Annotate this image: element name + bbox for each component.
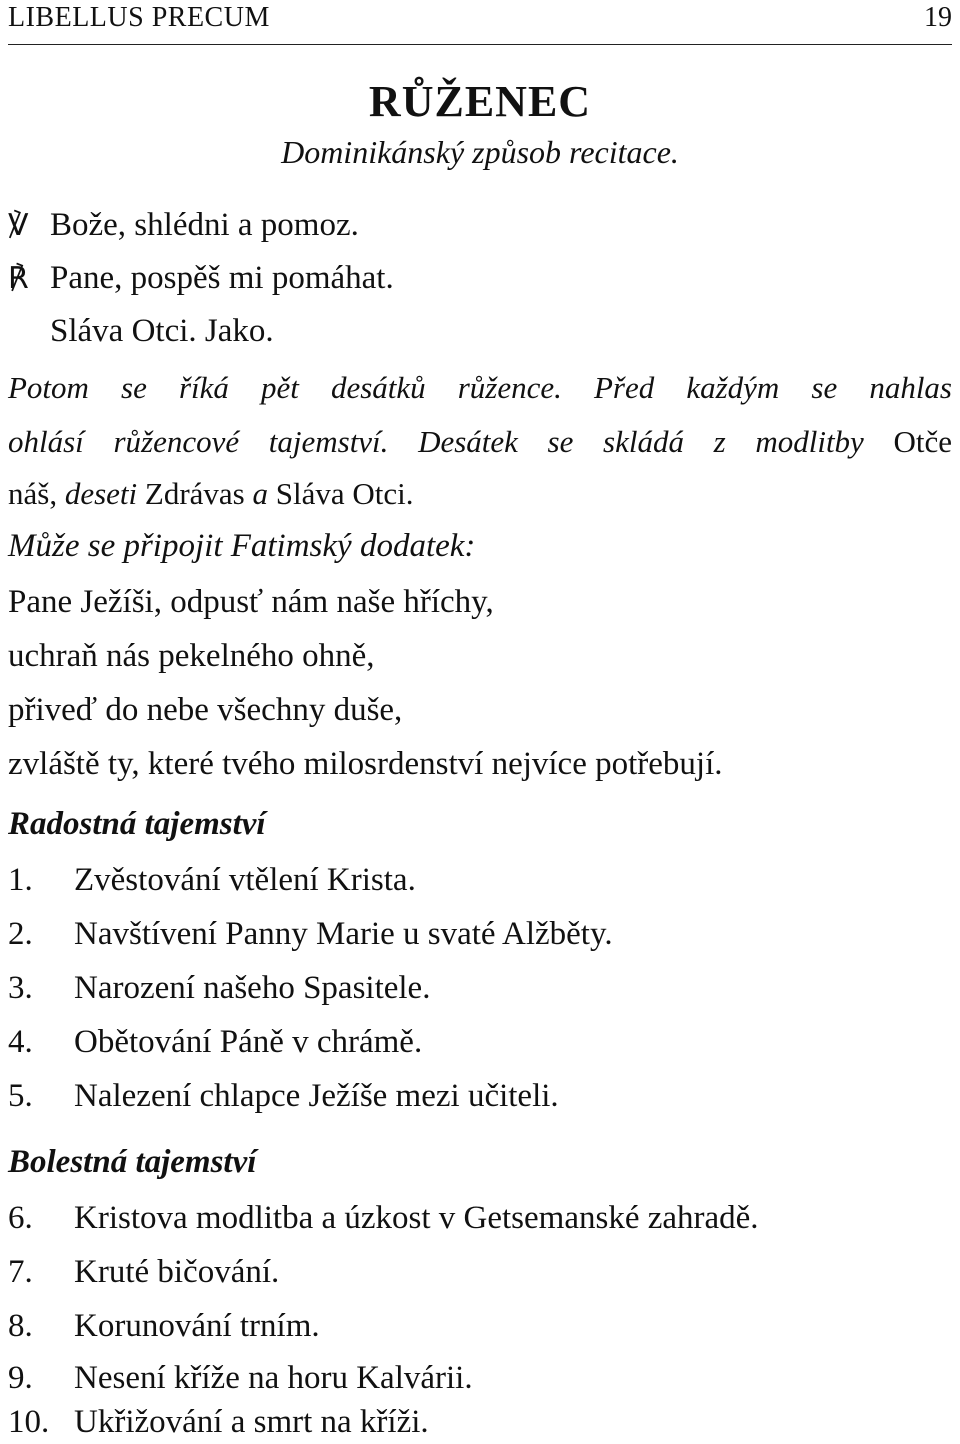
rubric-roman-text: Sláva Otci. (275, 476, 414, 511)
mystery-number: 9. (8, 1360, 33, 1396)
mystery-item (8, 1400, 429, 1444)
mystery-text: Nesení kříže na horu Kalvárii. (74, 1360, 473, 1396)
rubric-text: Potom se říká pět desátků růžence. Před každým se nahlas (8, 370, 952, 405)
mystery-number: 8. (8, 1308, 33, 1344)
versicle-line (8, 205, 359, 246)
fatima-prayer-line: zvláště ty, které tvého milosrdenství nejvíce potřebují. (8, 746, 723, 782)
response-symbol: ℟ (8, 262, 29, 295)
mystery-item (8, 966, 430, 1010)
mystery-text: Narození našeho Spasitele. (74, 970, 431, 1006)
mystery-text: Nalezení chlapce Ježíše mezi učiteli. (74, 1078, 559, 1114)
mystery-text: Ukřižování a smrt na kříži. (74, 1404, 429, 1440)
rubric-roman-text: náš, (8, 476, 58, 511)
rubric-line-3 (8, 470, 952, 517)
rubric-line-2 (8, 418, 952, 465)
mystery-text: Zvěstování vtělení Krista. (74, 862, 416, 898)
response-text: Pane, pospěš mi pomáhat. (50, 260, 394, 296)
mystery-number: 10. (8, 1404, 50, 1440)
rubric-roman-text: Zdrávas (144, 476, 245, 511)
chapter-title: RŮŽENEC (368, 77, 592, 126)
book-title: LIBELLUS PRECUM (8, 2, 270, 33)
fatima-prayer-line: Pane Ježíši, odpusť nám naše hříchy, (8, 584, 494, 620)
rubric-line-1 (8, 364, 952, 411)
joyful-mysteries-heading: Radostná tajemství (8, 806, 266, 842)
mystery-item (8, 1074, 559, 1118)
doxology-text: Sláva Otci. Jako. (50, 313, 274, 349)
rubric-text: deseti (64, 476, 138, 511)
mystery-number: 6. (8, 1200, 33, 1236)
versicle-symbol: ℣ (8, 209, 29, 242)
mystery-number: 5. (8, 1078, 33, 1114)
doxology-line (8, 311, 274, 351)
page-number: 19 (924, 2, 952, 33)
rubric-roman-text: Otče (893, 424, 953, 459)
fatima-intro: Může se připojit Fatimský dodatek: (8, 528, 476, 564)
mystery-item (8, 1196, 759, 1240)
running-header (8, 0, 952, 45)
mystery-number: 2. (8, 916, 33, 952)
mystery-item (8, 1250, 279, 1294)
mystery-item (8, 858, 416, 902)
mystery-item (8, 1020, 422, 1064)
versicle-text: Bože, shlédni a pomoz. (50, 207, 359, 243)
mystery-text: Kruté bičování. (74, 1254, 280, 1290)
mystery-item (8, 1304, 320, 1348)
sorrowful-mysteries-heading: Bolestná tajemství (8, 1144, 257, 1180)
mystery-number: 7. (8, 1254, 33, 1290)
mystery-text: Navštívení Panny Marie u svaté Alžběty. (74, 916, 613, 952)
mystery-number: 1. (8, 862, 33, 898)
mystery-number: 4. (8, 1024, 33, 1060)
mystery-text: Kristova modlitba a úzkost v Getsemanské zahradě. (74, 1200, 759, 1236)
response-line (8, 258, 394, 299)
rubric-text: ohlásí růžencové tajemství. Desátek se skládá z modlitby (8, 424, 864, 459)
mystery-item (8, 912, 613, 956)
mystery-item (8, 1356, 473, 1400)
mystery-number: 3. (8, 970, 33, 1006)
fatima-prayer-line: uchraň nás pekelného ohně, (8, 638, 375, 674)
chapter-subtitle: Dominikánský způsob recitace. (281, 134, 679, 170)
mystery-text: Obětování Páně v chrámě. (74, 1024, 423, 1060)
fatima-prayer-line: přiveď do nebe všechny duše, (8, 692, 403, 728)
rubric-text: a (252, 476, 268, 511)
mystery-text: Korunování trním. (74, 1308, 320, 1344)
